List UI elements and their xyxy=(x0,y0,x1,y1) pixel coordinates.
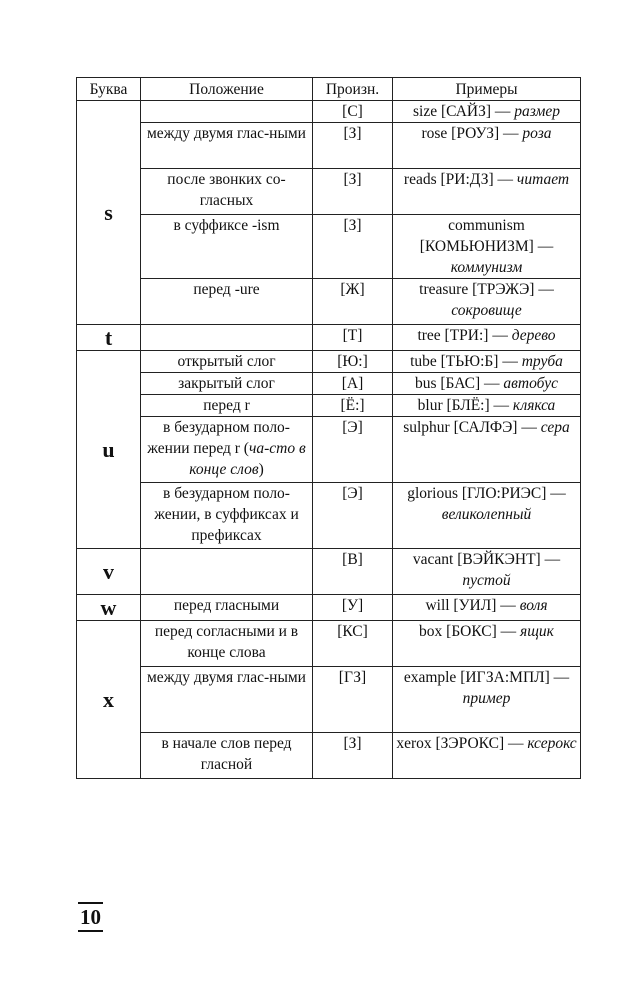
example-word: communism [КОМЬЮНИЗМ] — xyxy=(419,217,554,255)
sound-cell: [Ё:] xyxy=(313,395,393,417)
page-number: 10 xyxy=(78,902,103,932)
table-row xyxy=(77,395,581,417)
example-cell xyxy=(393,549,581,595)
example-cell xyxy=(393,733,581,779)
sound-cell: [У] xyxy=(313,595,393,621)
position-cell xyxy=(141,101,313,123)
table-row xyxy=(77,595,581,621)
example-translation: клякса xyxy=(512,397,556,414)
example-word: xerox [ЗЭРОКС] — xyxy=(396,735,528,752)
example-translation: ксерокс xyxy=(527,735,577,752)
example-word: box [БОКС] — xyxy=(419,623,521,640)
example-cell xyxy=(393,215,581,279)
example-cell xyxy=(393,621,581,667)
example-cell xyxy=(393,483,581,549)
example-cell xyxy=(393,123,581,169)
sound-cell: [В] xyxy=(313,549,393,595)
sound-cell: [Ю:] xyxy=(313,351,393,373)
example-word: vacant [ВЭЙКЭНТ] — xyxy=(412,551,561,568)
sound-cell: [З] xyxy=(313,169,393,215)
position-cell: перед гласными xyxy=(141,595,313,621)
table-row xyxy=(77,279,581,325)
example-translation: читает xyxy=(516,171,570,188)
example-cell xyxy=(393,325,581,351)
letter-s: s xyxy=(77,101,141,325)
example-translation: автобус xyxy=(503,375,558,392)
position-cell: закрытый слог xyxy=(141,373,313,395)
table-row xyxy=(77,373,581,395)
sound-cell: [ГЗ] xyxy=(313,667,393,733)
example-cell xyxy=(393,667,581,733)
position-cell: в суффиксе -ism xyxy=(141,215,313,279)
position-cell: открытый слог xyxy=(141,351,313,373)
example-translation: сокровище xyxy=(451,302,522,319)
position-cell: между двумя глас-ными xyxy=(141,667,313,733)
sound-cell: [З] xyxy=(313,215,393,279)
table-row xyxy=(77,215,581,279)
table-row xyxy=(77,621,581,667)
table-row xyxy=(77,169,581,215)
sound-cell: [Ж] xyxy=(313,279,393,325)
example-translation: труба xyxy=(521,353,563,370)
position-cell: между двумя глас-ными xyxy=(141,123,313,169)
position-cell xyxy=(141,325,313,351)
example-translation: пример xyxy=(462,690,511,707)
sound-cell: [С] xyxy=(313,101,393,123)
example-word: glorious [ГЛО:РИЭС] — xyxy=(407,485,566,502)
example-word: size [САЙЗ] — xyxy=(413,103,515,120)
example-cell xyxy=(393,279,581,325)
header-examples: Примеры xyxy=(393,78,581,101)
letter-u: u xyxy=(77,351,141,549)
table-row xyxy=(77,123,581,169)
example-cell xyxy=(393,373,581,395)
table-row xyxy=(77,667,581,733)
example-translation: великолепный xyxy=(441,506,532,523)
sound-cell: [Э] xyxy=(313,417,393,483)
table-row xyxy=(77,549,581,595)
example-translation: пустой xyxy=(462,572,511,589)
example-word: rose [РОУЗ] — xyxy=(421,125,523,142)
header-pronunciation: Произн. xyxy=(313,78,393,101)
table-row xyxy=(77,101,581,123)
position-cell xyxy=(141,417,313,483)
example-word: sulphur [САЛФЭ] — xyxy=(403,419,541,436)
header-row xyxy=(77,78,581,101)
table-row xyxy=(77,417,581,483)
example-word: bus [БАС] — xyxy=(414,375,504,392)
example-translation: дерево xyxy=(511,327,556,344)
example-word: example [ИГЗА:МПЛ] — xyxy=(403,669,570,686)
pronunciation-table xyxy=(76,77,581,779)
example-cell xyxy=(393,101,581,123)
letter-v: v xyxy=(77,549,141,595)
example-translation: ящик xyxy=(520,623,554,640)
example-word: blur [БЛЁ:] — xyxy=(417,397,513,414)
position-cell xyxy=(141,549,313,595)
example-cell xyxy=(393,351,581,373)
letter-w: w xyxy=(77,595,141,621)
example-cell xyxy=(393,395,581,417)
example-word: reads [РИ:ДЗ] — xyxy=(403,171,517,188)
letter-x: x xyxy=(77,621,141,779)
sound-cell: [Э] xyxy=(313,483,393,549)
position-text: в безударном поло-жении перед r ( xyxy=(147,419,290,457)
position-cell: перед r xyxy=(141,395,313,417)
sound-cell: [А] xyxy=(313,373,393,395)
position-cell: после звонких со-гласных xyxy=(141,169,313,215)
table-row xyxy=(77,483,581,549)
sound-cell: [КС] xyxy=(313,621,393,667)
example-translation: размер xyxy=(514,103,560,120)
example-word: will [УИЛ] — xyxy=(425,597,520,614)
table-row xyxy=(77,325,581,351)
header-letter: Буква xyxy=(77,78,141,101)
example-translation: сера xyxy=(540,419,570,436)
position-note: ча-сто в конце слов xyxy=(189,440,306,478)
example-translation: роза xyxy=(522,125,552,142)
example-word: treasure [ТРЭЖЭ] — xyxy=(419,281,554,298)
example-translation: коммунизм xyxy=(450,259,523,276)
example-word: tube [ТЬЮ:Б] — xyxy=(410,353,522,370)
example-cell xyxy=(393,595,581,621)
example-translation: воля xyxy=(519,597,548,614)
table-row xyxy=(77,733,581,779)
header-position: Положение xyxy=(141,78,313,101)
position-cell: перед согласными и в конце слова xyxy=(141,621,313,667)
sound-cell: [З] xyxy=(313,733,393,779)
sound-cell: [З] xyxy=(313,123,393,169)
position-cell: перед -ure xyxy=(141,279,313,325)
example-word: tree [ТРИ:] — xyxy=(417,327,512,344)
letter-t: t xyxy=(77,325,141,351)
position-cell: в начале слов перед гласной xyxy=(141,733,313,779)
position-cell: в безударном поло-жении, в суффиксах и префиксах xyxy=(141,483,313,549)
position-text-end: ) xyxy=(258,461,264,478)
table-row xyxy=(77,351,581,373)
sound-cell: [Т] xyxy=(313,325,393,351)
example-cell xyxy=(393,417,581,483)
example-cell xyxy=(393,169,581,215)
